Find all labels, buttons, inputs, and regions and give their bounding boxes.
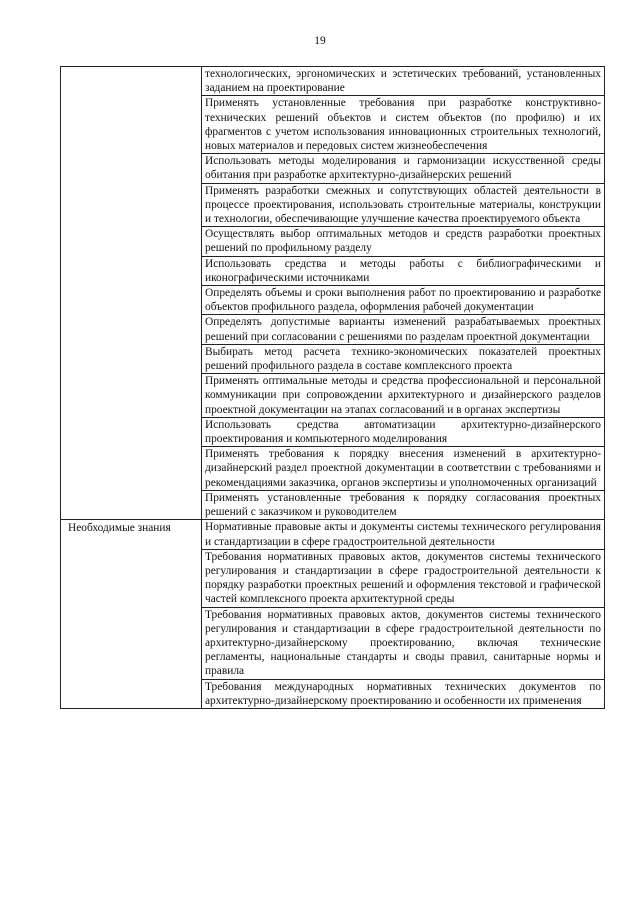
table-cell: Применять разработки смежных и сопутствующих областей деятельности в процессе проектирования, использовать строительные материалы, конструкции и технологии, обеспечивающие улучшение качества проектируемого объекта xyxy=(202,183,605,227)
requirements-table xyxy=(60,66,605,709)
table-cell: Выбирать метод расчета технико-экономических показателей проектных решений профильного раздела в составе комплексного проекта xyxy=(202,344,605,373)
section-label-knowledge: Необходимые знания xyxy=(61,520,202,709)
table-cell: Требования нормативных правовых актов, документов системы технического регулирования и стандартизации в сфере градостроительной деятельности к порядку разработки проектных решений и оформления текстовой и графической частей комплексного проекта архитектурной среды xyxy=(202,549,605,607)
table-cell: Определять объемы и сроки выполнения работ по проектированию и разработке объектов профильного раздела, оформления рабочей документации xyxy=(202,286,605,315)
section-label-empty xyxy=(61,67,202,520)
table-cell: Использовать методы моделирования и гармонизации искусственной среды обитания при разработке архитектурно-дизайнерских решений xyxy=(202,154,605,183)
table-cell: Использовать средства автоматизации архитектурно-дизайнерского проектирования и компьютерного моделирования xyxy=(202,417,605,446)
table-cell: Применять установленные требования к порядку согласования проектных решений с заказчиком и руководителем xyxy=(202,490,605,519)
table-cell: Требования нормативных правовых актов, документов системы технического регулирования и стандартизации в сфере градостроительной деятельности по архитектурно-дизайнерскому проектированию, включая технические регламенты, национальные стандарты и своды правил, санитарные нормы и правила xyxy=(202,607,605,679)
table-cell: Применять установленные требования при разработке конструктивно-технических решений объектов и систем объектов (по профилю) и их фрагментов с учетом использования инновационных строительных технологий, новых материалов и передовых систем жизнеобеспечения xyxy=(202,96,605,154)
table-cell: Применять оптимальные методы и средства профессиональной и персональной коммуникации при сопровождении архитектурного и дизайнерского разделов проектной документации на этапах согласований и в органах экспертизы xyxy=(202,374,605,418)
table-row xyxy=(61,520,605,549)
table-row xyxy=(61,67,605,96)
table-cell: технологических, эргономических и эстетических требований, установленных заданием на проектирование xyxy=(202,67,605,96)
table-cell: Осуществлять выбор оптимальных методов и средств разработки проектных решений по профильному разделу xyxy=(202,227,605,256)
table-cell: Требования международных нормативных технических документов по архитектурно-дизайнерскому проектированию и особенности их применения xyxy=(202,679,605,708)
table-cell: Определять допустимые варианты изменений разрабатываемых проектных решений при согласовании с решениями по разделам проектной документации xyxy=(202,315,605,344)
table-cell: Применять требования к порядку внесения изменений в архитектурно-дизайнерский раздел проектной документации в соответствии с требованиями и рекомендациями заказчика, органов экспертизы и уполномоченных организаций xyxy=(202,447,605,491)
table-cell: Использовать средства и методы работы с библиографическими и иконографическими источниками xyxy=(202,256,605,285)
table-cell: Нормативные правовые акты и документы системы технического регулирования и стандартизации в сфере градостроительной деятельности xyxy=(202,520,605,549)
page-number: 19 xyxy=(314,35,326,47)
